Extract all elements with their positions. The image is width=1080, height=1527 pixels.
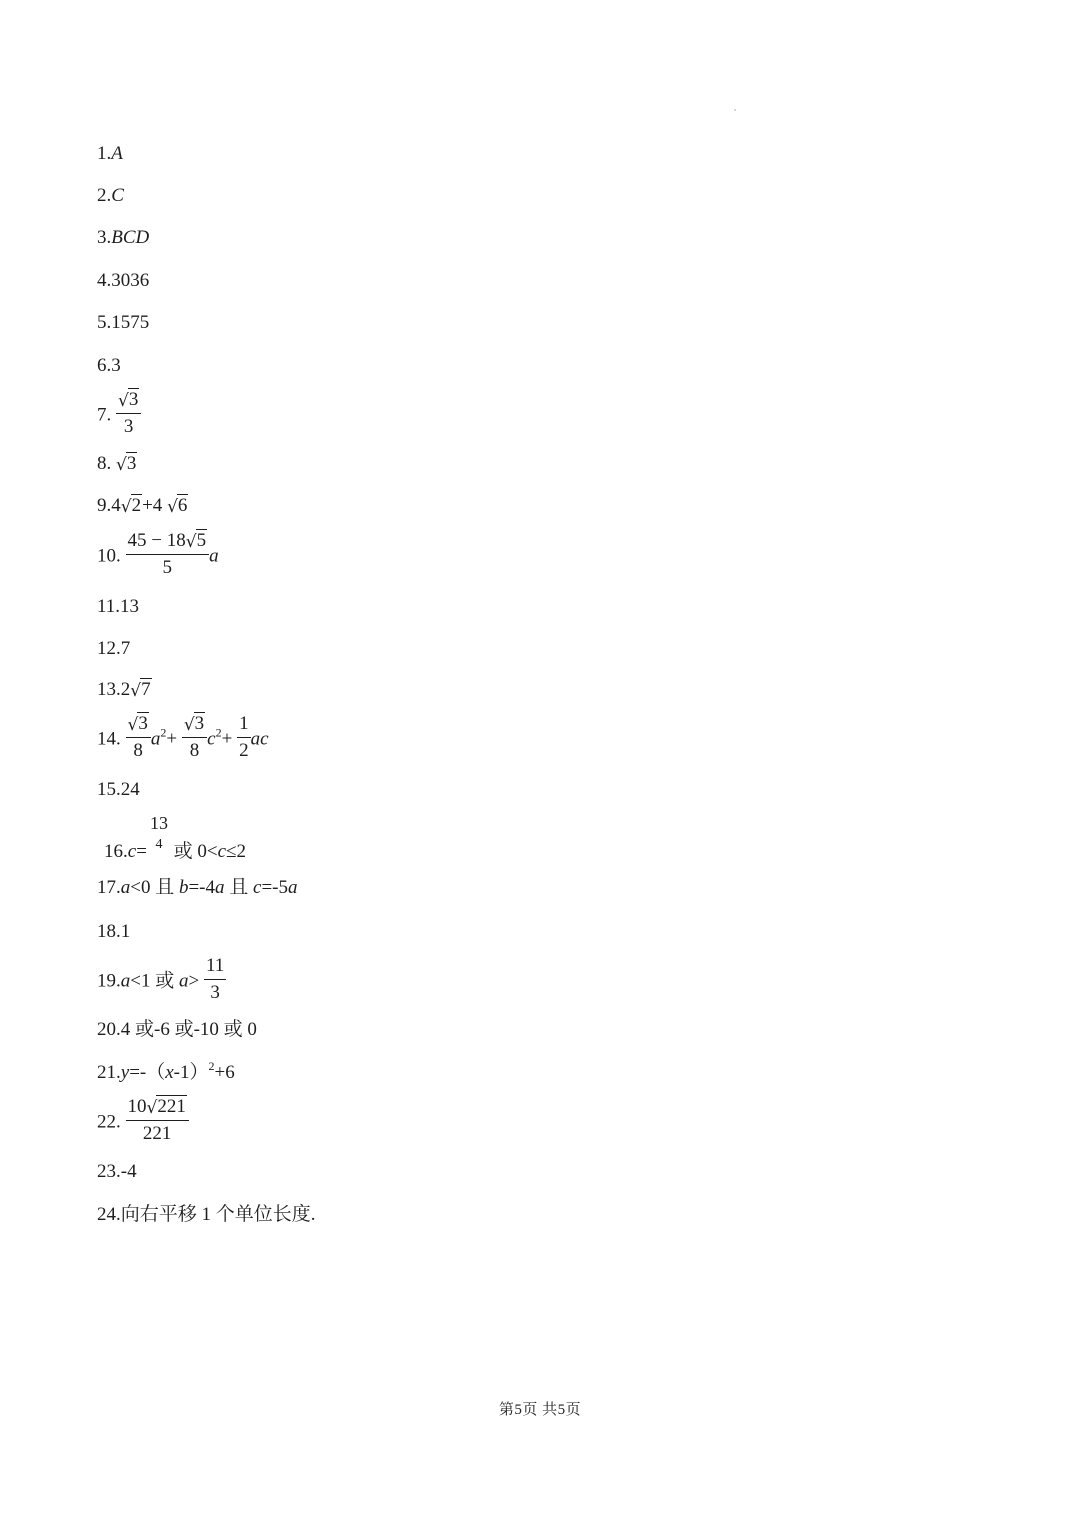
answer-number: 14. — [97, 728, 121, 750]
answer-number: 21. — [97, 1062, 121, 1083]
answer-17 — [97, 878, 298, 897]
answer-text: ≤2 — [226, 841, 246, 862]
answer-11 — [97, 597, 139, 616]
variable: x — [165, 1062, 174, 1083]
answer-23 — [97, 1162, 137, 1181]
plus-sign: + — [166, 728, 178, 750]
answer-value: BCD — [111, 227, 150, 248]
answer-15 — [97, 780, 140, 799]
variable: y — [120, 1062, 130, 1083]
answer-4 — [97, 271, 149, 290]
denominator: 5 — [162, 556, 173, 578]
answer-value: 1 — [120, 921, 131, 942]
answer-1 — [97, 144, 123, 163]
answer-number: 19. — [97, 970, 121, 992]
answer-number: 20. — [97, 1019, 121, 1040]
numerator-text: 45 − 18 — [127, 530, 186, 551]
answer-number: 17. — [97, 877, 121, 898]
answer-value: 向右平移 1 个单位长度. — [120, 1204, 316, 1225]
answer-number: 12. — [97, 638, 121, 659]
radicand: 3 — [138, 713, 148, 734]
answer-6 — [97, 356, 121, 375]
radicand: 7 — [141, 679, 151, 700]
answer-number: 4. — [97, 270, 112, 291]
answer-text: +6 — [214, 1062, 235, 1083]
answer-value: 7 — [120, 638, 131, 659]
fraction: $\frac{√3}{8}$ — [182, 714, 207, 762]
variable: a — [178, 970, 189, 992]
radicand: 3 — [126, 453, 137, 474]
variable: a — [288, 877, 298, 898]
variable: ac — [250, 728, 269, 750]
numerator: 13 — [150, 813, 168, 833]
answer-value: 3036 — [111, 270, 150, 291]
answer-5 — [97, 313, 149, 332]
variable: b — [178, 877, 189, 898]
variable: a — [150, 728, 161, 750]
denominator: 2 — [239, 739, 249, 761]
numerator: 11 — [204, 956, 226, 980]
page-footer: 第5页 共5页 — [498, 1402, 582, 1418]
plus-sign: + — [221, 728, 233, 750]
answer-19 — [97, 955, 226, 1006]
radicand: 3 — [194, 713, 205, 734]
answer-value: A — [111, 143, 123, 164]
answer-value: 13 — [120, 596, 140, 617]
answer-16 — [104, 842, 246, 861]
answer-text: =-（ — [129, 1062, 166, 1083]
answer-24 — [97, 1205, 316, 1224]
answer-value: 4 或-6 或-10 或 0 — [120, 1019, 257, 1040]
answer-21 — [97, 1059, 235, 1083]
answer-12 — [97, 639, 130, 658]
answer-7 — [97, 389, 141, 440]
coefficient: 4 — [111, 495, 121, 516]
fraction: $\frac{√3}{8}$ — [126, 714, 151, 762]
answer-number: 1. — [97, 143, 112, 164]
fraction — [204, 956, 226, 1004]
answer-number: 18. — [97, 921, 121, 942]
answer-number: 11. — [97, 596, 121, 617]
answer-20 — [97, 1020, 257, 1039]
plus-term: +4 — [142, 495, 163, 516]
answer-value: C — [111, 185, 124, 206]
answer-number: 13. — [97, 679, 121, 700]
denominator: 221 — [142, 1122, 172, 1144]
radicand: 221 — [157, 1096, 186, 1117]
equals-sign: = — [136, 841, 147, 862]
answer-2 — [97, 186, 124, 205]
fraction: $\frac{√3}{3}$ — [116, 390, 141, 438]
speck — [734, 109, 736, 111]
variable: a — [120, 970, 131, 992]
radicand: 6 — [177, 495, 188, 516]
answer-value: 1575 — [111, 312, 150, 333]
answer-number: 5. — [97, 312, 112, 333]
exponent: 2 — [208, 1059, 215, 1073]
answer-18 — [97, 922, 130, 941]
numerator: 1 — [237, 714, 251, 738]
answer-text: > — [188, 970, 200, 992]
answer-text: <0 且 — [130, 877, 179, 898]
exponent: 2 — [160, 725, 167, 740]
radicand: 2 — [131, 495, 142, 516]
answer-number: 15. — [97, 779, 121, 800]
answer-number: 10. — [97, 545, 121, 567]
answer-number: 2. — [97, 185, 112, 206]
answer-number: 8. — [97, 453, 112, 474]
radicand: 3 — [128, 389, 139, 410]
answer-10 — [97, 530, 219, 581]
answer-number: 7. — [97, 404, 112, 426]
exponent: 2 — [215, 725, 222, 740]
denominator: 3 — [123, 415, 134, 437]
fraction — [237, 714, 251, 762]
denominator: 8 — [133, 739, 143, 761]
answer-8: 8. √3 — [97, 453, 137, 475]
answer-text: 或 0< — [168, 841, 218, 862]
answer-text: 且 — [224, 877, 254, 898]
answer-number: 3. — [97, 227, 112, 248]
variable: c — [253, 877, 262, 898]
fraction: $\frac{10√221}{221}$ — [126, 1097, 189, 1145]
answer-number: 23. — [97, 1161, 121, 1182]
fraction: $\frac{45 - 18√5}{5}$ — [126, 531, 210, 579]
variable: c — [207, 728, 216, 750]
answer-9: 9.4√2+4 √6 — [97, 495, 188, 517]
denominator: 8 — [189, 739, 200, 761]
answer-14 — [97, 713, 269, 764]
answer-22 — [97, 1096, 189, 1147]
answer-text: =-5 — [261, 877, 289, 898]
variable: a — [120, 877, 131, 898]
answer-number: 22. — [97, 1111, 121, 1133]
radicand: 5 — [196, 530, 207, 551]
denominator: 4 — [155, 837, 163, 852]
variable: a — [215, 877, 225, 898]
answer-number: 9. — [97, 495, 112, 516]
variable: a — [209, 545, 219, 567]
answer-value: 24 — [120, 779, 140, 800]
variable: c — [217, 841, 227, 862]
answer-text: <1 或 — [130, 970, 179, 992]
denominator: 3 — [210, 981, 220, 1003]
coefficient: 2 — [120, 679, 131, 700]
answer-number: 6. — [97, 355, 112, 376]
answer-number: 24. — [97, 1204, 121, 1225]
answer-13: 13.2√7 — [97, 679, 151, 701]
coefficient: 10 — [127, 1096, 147, 1117]
answer-value: -4 — [120, 1161, 137, 1182]
answer-text: -1） — [173, 1062, 209, 1083]
answer-text: =-4 — [188, 877, 216, 898]
answer-3 — [97, 228, 149, 247]
answer-value: 3 — [111, 355, 121, 376]
variable: c — [127, 841, 137, 862]
answer-number: 16. — [104, 841, 128, 862]
